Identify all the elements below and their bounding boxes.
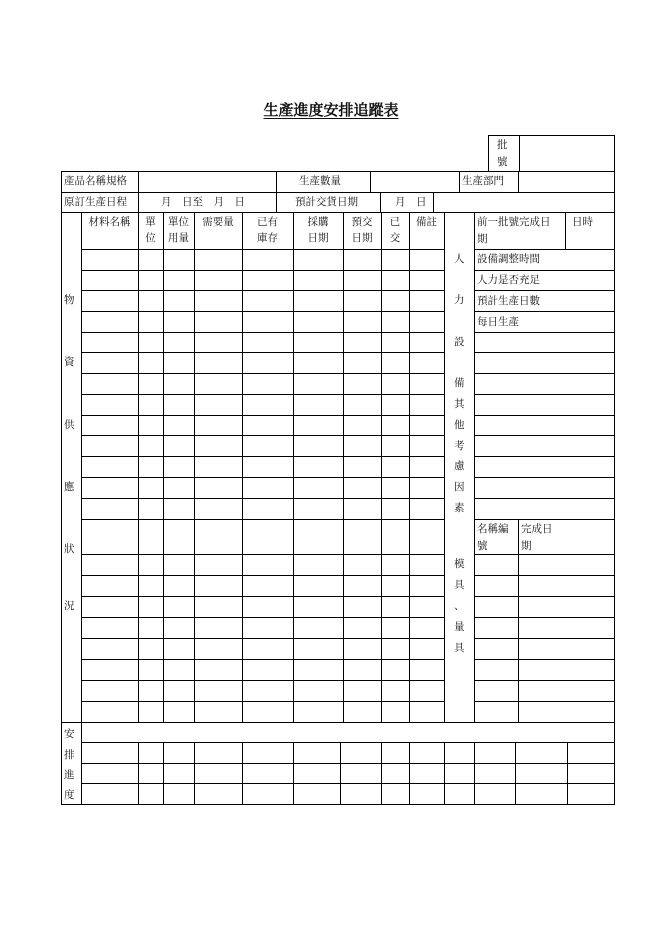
material-col-line [163,212,164,723]
material-row-line [81,249,445,250]
factor-row-line [474,311,615,312]
grid-line-vertical [61,212,62,723]
schedule-col-line [138,742,139,805]
material-row-line [81,311,445,312]
schedule-row-line [81,742,615,743]
material-row-line [81,575,445,576]
schedule-col-line [163,742,164,805]
factor-row-line [474,373,615,374]
material-col-line [381,212,382,723]
factors-section-label: 素 [454,502,465,514]
mold-row-line [474,596,615,597]
batch-label: 號 [497,156,508,168]
schedule-col-line [242,742,243,805]
material-col-header: 單 [145,216,156,228]
mold-row-line [474,575,615,576]
schedule-label-divider [81,722,82,805]
delivery-dates: 月 日 [395,196,427,208]
material-col-header: 位 [145,232,156,244]
schedule-col-line [293,742,294,805]
schedule-section-label: 度 [64,789,75,801]
factor-row-line [474,332,615,333]
material-col-line [409,212,410,723]
grid-line-vertical [518,171,519,193]
factors-section-label: 他 [454,419,465,431]
factors-section-label: 其 [454,398,465,410]
schedule-col-line [515,742,516,805]
schedule-col-line [567,742,568,805]
grid-line-vertical [459,171,460,193]
material-row-line [81,456,445,457]
schedule-col-line [194,742,195,805]
material-row-line [81,680,445,681]
material-row-line [81,477,445,478]
form-top-border [61,171,615,172]
batch-box-divider [519,135,520,172]
mold-name-header: 號 [477,540,488,552]
factor-row-line [474,270,615,271]
prev-batch-header: 期 [477,233,488,245]
material-col-header: 預交 [351,216,373,228]
factor-item: 人力是否充足 [477,274,540,286]
mold-col-divider [518,519,519,723]
production-qty-label: 生產數量 [299,175,341,187]
material-row-line [81,415,445,416]
factor-row-line [474,415,615,416]
material-row-line [81,290,445,291]
factor-row-line [474,519,615,520]
batch-box-top [488,135,615,136]
batch-label: 批 [497,139,508,151]
factor-item: 每日生產 [477,316,519,328]
grid-line-vertical [370,171,371,193]
material-col-line [194,212,195,723]
grid-line-vertical [380,192,381,213]
material-row-line [81,435,445,436]
production-dept-label: 生產部門 [462,175,504,187]
factor-item: 設備調整時間 [477,253,540,265]
material-row-line [81,498,445,499]
factor-row-line [474,498,615,499]
schedule-section-label: 安 [64,728,75,740]
material-row-line [81,701,445,702]
material-col-header: 用量 [168,232,189,244]
molds-section-label: 模 [454,558,465,570]
mold-row-line [474,659,615,660]
schedule-row-line [81,763,615,764]
material-col-header: 採購 [307,216,329,228]
material-row-line [81,659,445,660]
form-right-border [614,135,615,805]
mold-row-line [474,680,615,681]
form-title-text: 生產進度安排追蹤表 [263,101,399,119]
material-row-line [81,638,445,639]
batch-box-left [488,135,489,172]
schedule-col-line [474,742,475,805]
material-col-line [444,212,445,723]
material-col-line [138,212,139,723]
grid-line-vertical [276,171,277,193]
header-row-divider [61,192,615,193]
schedule-row-line [81,783,615,784]
mold-name-header: 名稱編 [477,523,509,535]
schedule-col-line [340,742,341,805]
molds-section-label: 量 [454,621,465,633]
schedule-dates: 月 日至 月 日 [161,196,245,208]
factor-row-line [474,352,615,353]
factors-section-label: 慮 [454,460,465,472]
material-row-line [81,394,445,395]
mold-done-header: 完成日 [521,523,553,535]
factor-row-line [474,477,615,478]
material-col-header: 日期 [307,232,329,244]
right-block-divider [474,212,475,723]
mold-row-line [474,701,615,702]
factor-row-line [474,435,615,436]
schedule-col-line [444,742,445,805]
material-col-header: 需要量 [202,216,234,228]
grid-line-vertical [138,171,139,193]
form-bottom-border [61,804,615,805]
material-row-line [81,352,445,353]
grid-line-vertical [276,192,277,213]
material-row-line [81,554,445,555]
materials-section-label: 物 [64,294,75,306]
grid-line-vertical [433,192,434,213]
material-col-header: 日期 [351,232,373,244]
schedule-col-line [381,742,382,805]
material-row-line [81,332,445,333]
materials-section-label: 資 [64,356,75,368]
material-row-line [81,596,445,597]
material-row-line [81,373,445,374]
molds-section-label: 具 [454,579,465,591]
material-col-line [81,212,82,723]
planned-schedule-label: 原訂生產日程 [64,196,127,208]
factors-section-label: 因 [454,481,465,493]
grid-line-vertical [138,192,139,213]
factor-row-line [474,394,615,395]
material-col-header: 庫存 [257,232,278,244]
factor-row-line [474,456,615,457]
factor-row-line [474,290,615,291]
schedule-col-line [409,742,410,805]
factors-section-label: 考 [454,440,465,452]
prev-batch-header: 前一批號完成日 [477,216,551,228]
form-title [0,99,662,120]
factor-row-line [474,249,615,250]
material-col-header: 備註 [416,216,437,228]
material-col-header: 單位 [168,216,189,228]
factors-section-label: 力 [454,294,465,306]
mold-row-line [474,617,615,618]
schedule-section-label: 排 [64,749,75,761]
delivery-date-label: 預計交貨日期 [295,196,358,208]
materials-section-label: 應 [64,481,75,493]
molds-section-label: 具 [454,642,465,654]
material-row-line [81,270,445,271]
grid-line-vertical [565,212,566,250]
material-row-line [81,617,445,618]
materials-section-label: 供 [64,419,75,431]
material-col-line [242,212,243,723]
mold-row-line [474,554,615,555]
material-row-line [81,519,445,520]
product-name-spec-label: 產品名稱規格 [64,175,127,187]
material-col-line [343,212,344,723]
material-col-header: 已 [389,216,401,228]
schedule-section-label: 進 [64,769,75,781]
materials-section-label: 況 [64,600,75,612]
factors-section-label: 備 [454,377,465,389]
schedule-row-divider [61,212,615,213]
material-col-header: 已有 [257,216,278,228]
mold-done-header: 期 [521,540,532,552]
factors-section-label: 設 [454,336,465,348]
material-col-header: 交 [389,232,401,244]
schedule-section-top [61,722,615,723]
factor-item: 預計生產日數 [477,295,540,307]
mold-row-line [474,638,615,639]
hours-header: 日時 [572,216,593,228]
materials-section-label: 狀 [64,543,75,555]
material-col-line [293,212,294,723]
factors-section-label: 人 [454,253,465,265]
material-col-header: 材料名稱 [88,216,131,228]
molds-section-label: 、 [454,600,465,612]
